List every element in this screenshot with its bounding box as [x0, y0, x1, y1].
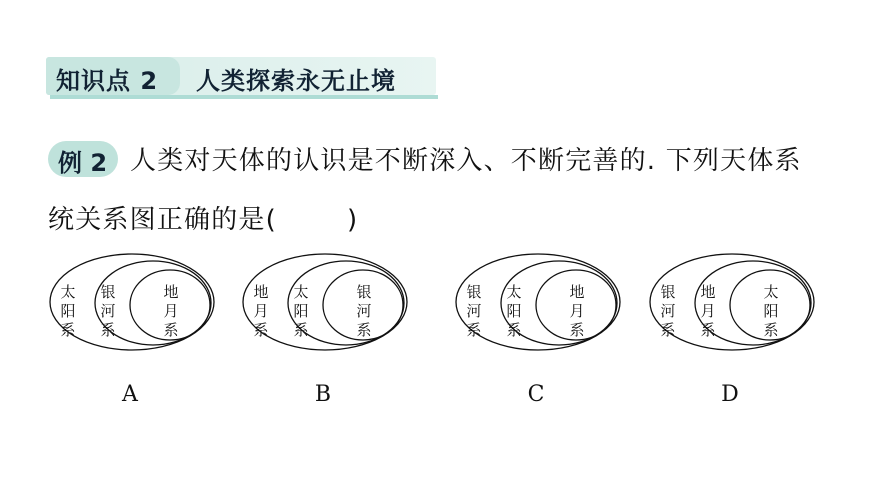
inner-label: 系: [163, 321, 179, 339]
option-a: [50, 254, 214, 407]
middle-label: 阳: [293, 302, 309, 320]
outer-label: 系: [660, 321, 676, 339]
middle-label: 太: [506, 283, 522, 301]
example-badge-label: 例 2: [58, 149, 108, 177]
middle-label: 河: [100, 302, 116, 320]
outer-label: 月: [253, 302, 269, 320]
heading-title: 人类探索永无止境: [196, 67, 396, 95]
example-badge: [48, 141, 118, 177]
outer-label: 银: [660, 283, 676, 301]
outer-label: 系: [466, 321, 482, 339]
middle-label: 系: [700, 321, 716, 339]
option-b: [243, 254, 407, 407]
inner-label: 月: [163, 302, 179, 320]
middle-label: 月: [700, 302, 716, 320]
question-line-2-close: ): [346, 205, 359, 235]
section-heading: [46, 57, 438, 99]
question-line-1: 人类对天体的认识是不断深入、不断完善的. 下列天体系: [130, 146, 802, 176]
middle-label: 地: [700, 283, 716, 301]
inner-label: 河: [356, 302, 372, 320]
inner-label: 系: [356, 321, 372, 339]
outer-label: 地: [253, 283, 269, 301]
outer-label: 太: [60, 283, 76, 301]
middle-label: 系: [293, 321, 309, 339]
inner-label: 太: [763, 283, 779, 301]
option-c: [456, 254, 620, 407]
outer-label: 银: [466, 283, 482, 301]
option-d: [650, 254, 814, 407]
outer-label: 河: [466, 302, 482, 320]
inner-label: 地: [163, 283, 179, 301]
middle-label: 银: [100, 283, 116, 301]
inner-label: 阳: [763, 302, 779, 320]
middle-label: 系: [100, 321, 116, 339]
option-letter[interactable]: A: [122, 382, 138, 407]
outer-label: 系: [253, 321, 269, 339]
middle-label: 系: [506, 321, 522, 339]
knowledge-point-label: 知识点 2: [56, 67, 159, 95]
inner-label: 系: [569, 321, 585, 339]
option-diagrams: [0, 250, 870, 410]
option-letter[interactable]: C: [527, 382, 545, 407]
inner-label: 地: [569, 283, 585, 301]
question-line-2: [48, 199, 358, 236]
inner-label: 月: [569, 302, 585, 320]
option-letter[interactable]: D: [721, 382, 739, 407]
outer-label: 河: [660, 302, 676, 320]
question-line-2-text: 统关系图正确的是(: [48, 205, 277, 235]
outer-label: 阳: [60, 302, 76, 320]
option-letter[interactable]: B: [314, 382, 332, 407]
inner-label: 系: [763, 321, 779, 339]
middle-label: 阳: [506, 302, 522, 320]
outer-label: 系: [60, 321, 76, 339]
inner-label: 银: [356, 283, 372, 301]
middle-label: 太: [293, 283, 309, 301]
